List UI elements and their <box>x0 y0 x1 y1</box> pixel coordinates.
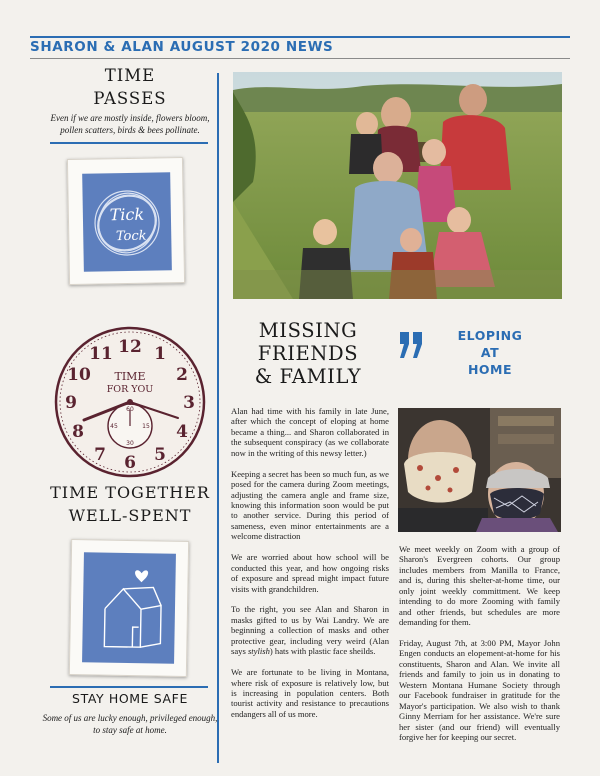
time-passes-heading <box>40 64 220 110</box>
clock-label-for-you: FOR YOU <box>106 384 154 395</box>
clock-number-7: 7 <box>94 445 106 465</box>
col1-p4-part-b: ) hats with plastic face sheilds. <box>269 646 376 657</box>
time-passes-line1: TIME <box>104 66 156 85</box>
house-heart-icon <box>82 552 176 664</box>
time-together-line2: WELL-SPENT <box>68 506 192 525</box>
headline-line2: FRIENDS <box>257 342 359 365</box>
col1-p4-emphasis: stylish <box>247 646 270 657</box>
col1-paragraph-3: We are worried about how school will be conducted this year, and how ongoing risks of exposure and spread might impact future visits with grandchildren. <box>231 552 389 594</box>
headline-line1: MISSING <box>258 319 358 342</box>
stay-home-caption: Some of us are lucky enough, privileged enough, to stay safe at home. <box>42 713 218 735</box>
clock-label-time: TIME <box>114 370 146 383</box>
clock-number-11: 11 <box>89 344 113 364</box>
time-passes-line2: PASSES <box>93 89 167 108</box>
article-column-1 <box>231 406 389 730</box>
quote-mark-icon <box>398 330 426 360</box>
house-stamp <box>69 539 189 677</box>
col2-paragraph-2: Friday, August 7th, at 3:00 PM, Mayor John Engen conducts an elopement-at-home for his constituents, Sharon and Alan. We invite all friends and family to join us in donating to Western Montana Humane Society through our Facebook fundraiser in gratitude for the Mayor's participation. We also wish to thank Ginny Merriam for her assistance. We're sure her sister (and our friend) will eventually forgive her for keeping our secret. <box>399 638 560 743</box>
pull-quote <box>428 327 552 378</box>
subdial-30: 30 <box>126 440 134 447</box>
clock-number-12: 12 <box>118 337 142 357</box>
time-passes-caption: Even if we are mostly inside, flowers bloom, pollen scatters, birds & bees pollinate. <box>50 113 210 135</box>
left-divider-2 <box>50 686 208 688</box>
clock-number-2: 2 <box>176 365 188 385</box>
time-together-heading <box>38 481 222 527</box>
clock-number-1: 1 <box>154 344 166 364</box>
col1-p4-part-a: To the right, you see Alan and Sharon in masks gifted to us by Wai Landry. We are beginning a collection of masks and other protective gear, including very weird (Alan says <box>231 604 389 657</box>
pull-quote-line3: HOME <box>467 362 513 377</box>
column-divider <box>217 73 219 763</box>
col1-paragraph-4 <box>231 604 389 656</box>
article-headline <box>238 319 378 388</box>
tick-tock-stamp-image <box>82 172 172 272</box>
time-together-line1: TIME TOGETHER <box>50 483 210 502</box>
subdial-60: 60 <box>126 406 134 413</box>
subdial-15: 15 <box>142 423 150 430</box>
house-stamp-image <box>82 552 176 664</box>
header-rule-top <box>30 36 570 38</box>
pull-quote-line1: ELOPING <box>457 328 523 343</box>
masks-photo <box>398 408 561 532</box>
family-photo <box>233 72 562 299</box>
left-divider-1 <box>50 142 208 144</box>
clock-number-9: 9 <box>65 393 77 413</box>
clock-number-6: 6 <box>124 453 136 473</box>
col2-paragraph-1: We meet weekly on Zoom with a group of Sharon's Evergreen cohorts. Our group includes members from Manilla to France, and is, during this shelter-at-home time, our only joint weekly committment. We keep intending to do more Zooming with family and other friends, but schedules are more demanding for them. <box>399 544 560 628</box>
wreath-icon <box>82 172 172 272</box>
headline-line3: & FAMILY <box>254 365 362 388</box>
stay-home-heading: STAY HOME SAFE <box>72 691 188 706</box>
pull-quote-line2: AT <box>480 345 500 360</box>
tick-label: Tick <box>109 204 145 225</box>
clock-number-8: 8 <box>72 422 84 442</box>
clock-number-5: 5 <box>154 445 166 465</box>
clock-number-4: 4 <box>176 422 188 442</box>
clock-number-10: 10 <box>67 365 91 385</box>
newsletter-title: SHARON & ALAN AUGUST 2020 NEWS <box>30 39 334 55</box>
pocket-watch-clock <box>52 324 208 480</box>
col1-paragraph-2: Keeping a secret has been so much fun, as we posed for the camera during Zoom meetings, adjusting the camera angle and frame size, knowing this information soon would be put to another service. During this period of sameness, even minor entertainments are a welcome distraction <box>231 468 389 542</box>
subdial-45: 45 <box>110 423 118 430</box>
col1-paragraph-5: We are fortunate to be living in Montana, where risk of exposure is relatively low, but is increasing in population centers. Both tourist activity and resistance to precautions endangers all of us more. <box>231 667 389 719</box>
clock-number-3: 3 <box>183 393 195 413</box>
header-rule-bottom <box>30 58 570 59</box>
tick-tock-stamp <box>67 157 185 285</box>
article-column-2 <box>399 544 560 753</box>
tock-label: Tock <box>115 228 147 245</box>
col1-paragraph-1: Alan had time with his family in late June, after which the concept of eloping at home became a thing... and Sharon collaborated in the subsequent conspiracy (as we collaborate now in the writing of this newsy letter.) <box>231 406 389 458</box>
